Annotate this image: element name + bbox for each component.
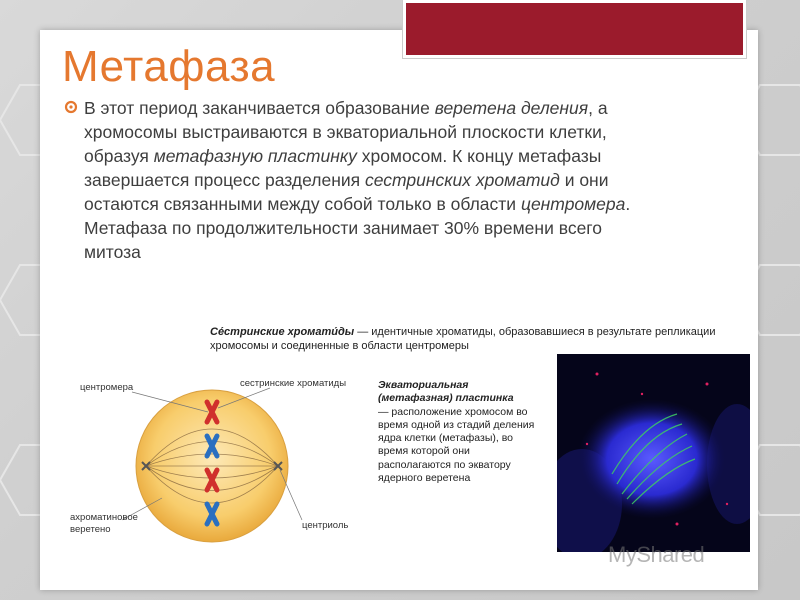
sister-chromatids-definition	[210, 325, 730, 353]
nucleus	[577, 399, 727, 519]
label-centromere: центромера	[80, 382, 134, 393]
leader-centriole	[280, 470, 302, 520]
plate-text: — расположение хромосом во время одной из стадий деления ядра клетки (метафазы), во время которой они располагаются по экватору ядерного веретена	[378, 405, 535, 485]
label-sister-chromatids: сестринские хроматиды	[240, 378, 347, 389]
metaphase-plate-definition	[378, 379, 538, 485]
slide-title: Метафаза	[62, 42, 276, 91]
definition-term: Се́стринские хромати́ды	[210, 326, 355, 338]
bullet-icon	[64, 100, 78, 114]
metaphase-diagram	[70, 372, 370, 552]
label-centriole: центриоль	[302, 520, 349, 531]
title-accent-block	[403, 0, 746, 58]
label-spindle-line1: ахроматиновое	[70, 512, 138, 523]
definition-text: — идентичные хроматиды, образовавшиеся в результате репликации хромосомы и соединенные в области центромеры	[210, 326, 716, 352]
label-spindle-line2: веретено	[70, 524, 111, 535]
watermark-text: MyShared	[608, 542, 705, 567]
plate-term: Экваториальная (метафазная) пластинка	[378, 379, 514, 405]
micrograph-image	[557, 354, 750, 552]
main-paragraph: В этот период заканчивается образование веретена деления, а хромосомы выстраиваются в экваториальной плоскости клетки, образуя метафазную пластинку хромосом. К концу метафазы завершается процесс разделения сестринских хроматид и они остаются связанными между собой только в области центромера. Метафаза по продолжительности занимает 30% времени всего митоза	[84, 98, 631, 262]
